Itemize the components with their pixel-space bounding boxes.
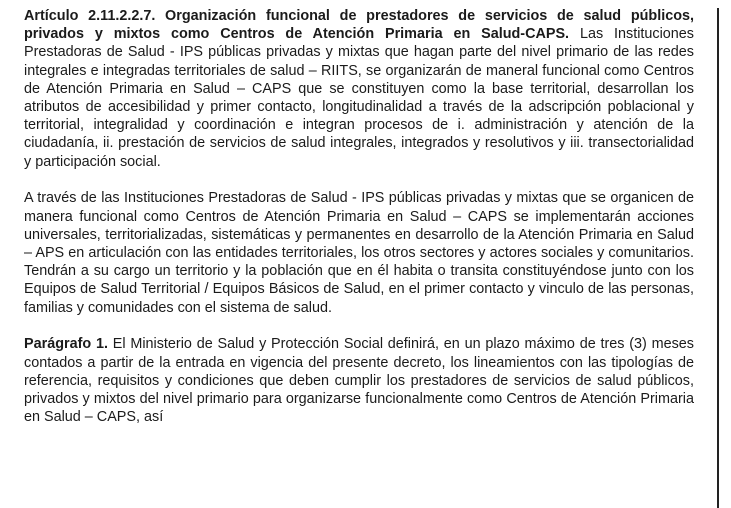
document-content <box>24 7 694 445</box>
page-edge-rule <box>717 8 719 508</box>
article-body: Las Instituciones Prestadoras de Salud - IPS públicas privadas y mixtas que hagan parte del nivel primario de las redes integrales e integradas territoriales de salud – RIITS, se organizarán de maneral funcional como Centros de Atención Primaria en Salud – CAPS que se constituyen como la base territorial, desarrollan los atributos de accesibilidad y primer contacto, longitudinalidad a través de la adscripción poblacional y territorial, integralidad y coordinación e integran procesos de i. administración y atención de la ciudadanía, ii. prestación de servicios de salud integrales, integrados y resolutivos y iii. transectorialidad y participación social. <box>24 26 694 170</box>
body-paragraph-2: A través de las Instituciones Prestadoras de Salud - IPS públicas privadas y mixtas que se organicen de manera funcional como Centros de Atención Primaria en Salud – CAPS se implementarán acciones universales, territorializadas, sistemáticas y permanentes en desarrollo de la Atención Primaria en Salud – APS en articulación con las entidades territoriales, los otros sectores y actores sociales y comunitarios. Tendrán a su cargo un territorio y la población que en él habita o transita constituyéndose junto con los Equipos de Salud Territorial / Equipos Básicos de Salud, en el primer contacto y vinculo de las personas, familias y comunidades con el sistema de salud. <box>24 190 694 316</box>
paragrafo-1-label: Parágrafo 1. <box>24 336 108 353</box>
paragrafo-1 <box>24 335 694 426</box>
article-paragraph <box>24 7 694 171</box>
article-heading: Artículo 2.11.2.2.7. Organización funcional de prestadores de servicios de salud públicos, privados y mixtos como Centros de Atención Primaria en Salud-CAPS. <box>24 8 694 43</box>
paragrafo-1-body: El Ministerio de Salud y Protección Social definirá, en un plazo máximo de tres (3) meses contados a partir de la entrada en vigencia del presente decreto, los lineamientos con las tipologías de referencia, requisitos y condiciones que deben cumplir los prestadores de servicios de salud públicos, privados y mixtos del nivel primario para organizarse funcionalmente como Centros de Atención Primaria en Salud – CAPS, así <box>24 336 695 426</box>
